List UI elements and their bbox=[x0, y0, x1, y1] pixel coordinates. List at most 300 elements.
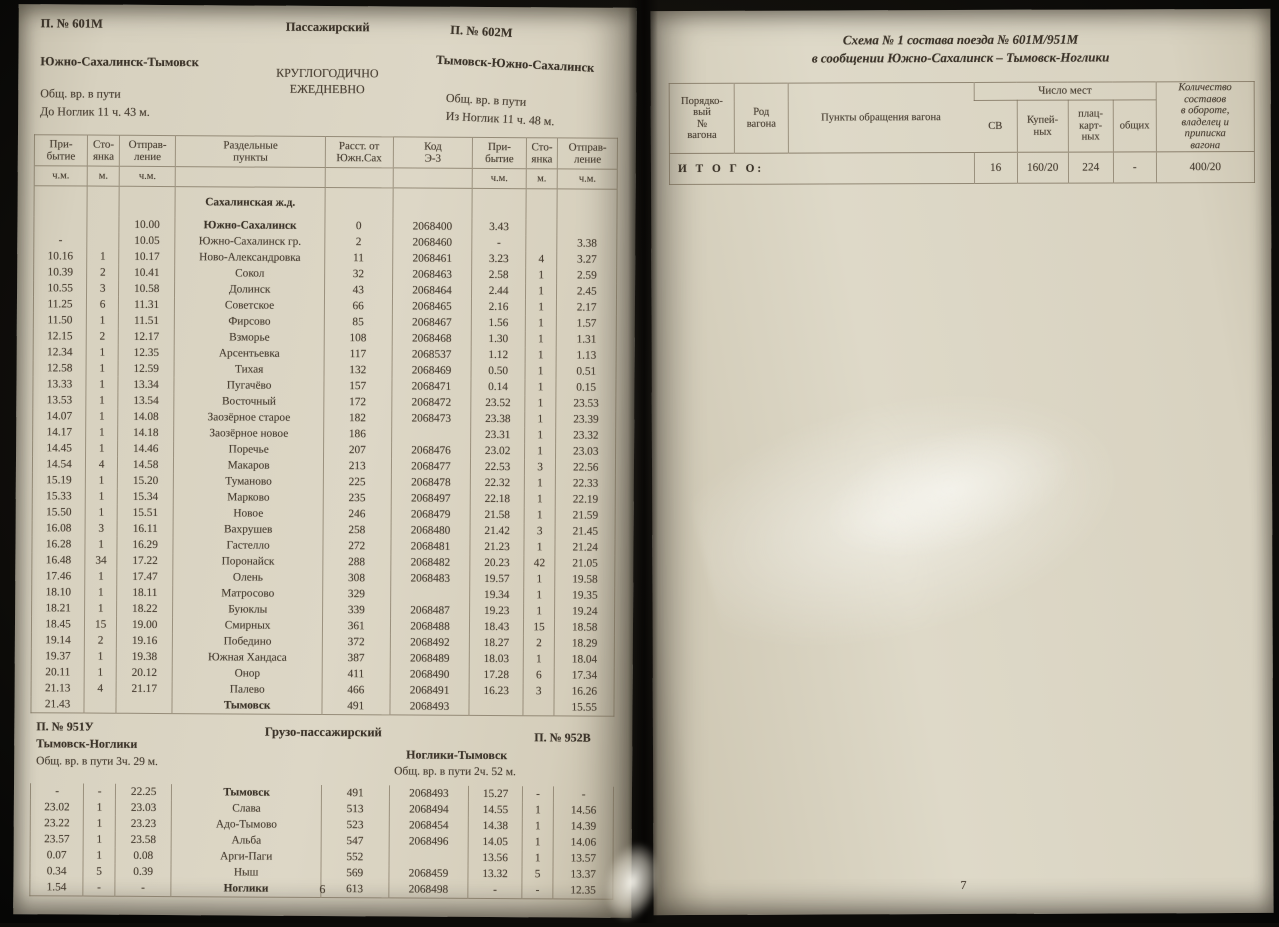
cell: 0.34 bbox=[46, 865, 67, 878]
unit-blank bbox=[325, 167, 393, 187]
cell: 1 bbox=[85, 601, 117, 617]
cell bbox=[469, 699, 522, 716]
cell: 2068460 bbox=[392, 234, 472, 250]
cell: 19.24 bbox=[555, 603, 615, 619]
cell: 157 bbox=[324, 378, 392, 394]
cell: Взморье bbox=[175, 329, 325, 346]
cell: 15 bbox=[523, 619, 555, 635]
col-wagon-route: Пункты обращения вагона bbox=[788, 82, 974, 153]
col-platskart: плац- карт- ных bbox=[1068, 100, 1113, 152]
cell: 1 bbox=[85, 537, 117, 553]
cell: 1 bbox=[85, 505, 117, 521]
train-category-2: Грузо-пассажирский bbox=[264, 724, 382, 740]
cell bbox=[390, 586, 470, 602]
cell: 22.33 bbox=[556, 475, 616, 491]
cell: 411 bbox=[322, 666, 390, 682]
cell bbox=[325, 187, 393, 218]
cell: 16.23 bbox=[470, 683, 523, 699]
cell: 6 bbox=[87, 297, 119, 313]
cell: 339 bbox=[322, 602, 390, 618]
cell: 213 bbox=[323, 458, 391, 474]
cell: 0.39 bbox=[115, 864, 171, 880]
col-arrival-601: При- бытие bbox=[34, 135, 87, 166]
cell: 21.42 bbox=[470, 523, 523, 539]
notes-list bbox=[674, 411, 1259, 413]
cell: 2068463 bbox=[392, 266, 472, 282]
cell: 10.16 bbox=[47, 250, 74, 263]
cell: Поронайск bbox=[173, 553, 323, 570]
cell: Заозёрное старое bbox=[174, 409, 324, 426]
cell: 15.33 bbox=[46, 490, 72, 503]
cell: - bbox=[58, 234, 63, 247]
cell: 14.58 bbox=[117, 457, 173, 473]
cell: 13.34 bbox=[118, 377, 174, 393]
total-fleet: 400/20 bbox=[1156, 151, 1254, 182]
cell: 10.05 bbox=[119, 233, 175, 249]
cell: 2068479 bbox=[391, 506, 471, 522]
cell: 523 bbox=[321, 817, 389, 833]
cell: Пугачёво bbox=[174, 377, 324, 394]
cell bbox=[393, 188, 473, 219]
cell: Восточный bbox=[174, 393, 324, 410]
cell: Смирных bbox=[173, 617, 323, 634]
cell: 14.07 bbox=[46, 410, 73, 423]
cell: 19.14 bbox=[45, 634, 71, 647]
col-obshchie: общих bbox=[1113, 100, 1156, 152]
col-stop-601: Сто- янка bbox=[88, 135, 120, 166]
cell: 552 bbox=[321, 849, 389, 865]
route-left-2: Тымовск-Ноглики bbox=[36, 736, 138, 751]
col-arrival-602: При- бытие bbox=[473, 137, 526, 168]
cell: Арсентьевка bbox=[174, 345, 324, 362]
cell: 1 bbox=[87, 313, 119, 329]
cell: 11.25 bbox=[47, 298, 73, 311]
cell: - bbox=[554, 786, 614, 802]
cell: 2 bbox=[325, 234, 393, 250]
cell: 1 bbox=[522, 850, 554, 866]
cell: 2068482 bbox=[390, 554, 470, 570]
cell: 108 bbox=[324, 330, 392, 346]
cell: 1 bbox=[523, 651, 555, 667]
cell: 16.08 bbox=[45, 522, 72, 535]
cell: 18.27 bbox=[470, 635, 523, 651]
cell: Новое bbox=[173, 505, 323, 522]
cell: 18.03 bbox=[470, 651, 523, 667]
cell: 1 bbox=[85, 489, 117, 505]
train-number-602: П. № 602М bbox=[449, 22, 513, 40]
cell: Арги-Паги bbox=[171, 848, 321, 865]
cell: 18.21 bbox=[45, 602, 71, 615]
cell: 547 bbox=[321, 833, 389, 849]
cell: - bbox=[522, 882, 554, 899]
cell: 1 bbox=[85, 649, 117, 665]
cell: 2068490 bbox=[390, 666, 470, 682]
duration-left-1: Общ. вр. в пути bbox=[40, 86, 121, 101]
cell: 21.24 bbox=[555, 539, 615, 555]
cell: 14.17 bbox=[46, 426, 73, 439]
cell: 2068461 bbox=[392, 250, 472, 266]
cell: 2068478 bbox=[391, 474, 471, 490]
cell: 1.12 bbox=[472, 347, 525, 363]
cell: 1 bbox=[86, 377, 118, 393]
cell: - bbox=[472, 235, 525, 251]
cell: 2068496 bbox=[389, 833, 469, 849]
cell: 387 bbox=[322, 650, 390, 666]
cell: 1.31 bbox=[557, 331, 617, 347]
cell: 12.17 bbox=[118, 329, 174, 345]
cell: 10.58 bbox=[119, 281, 175, 297]
cell: 0.07 bbox=[46, 849, 67, 862]
cell: 1 bbox=[83, 832, 115, 848]
cell: 1 bbox=[87, 249, 119, 265]
cell: 18.22 bbox=[117, 601, 173, 617]
cell: 225 bbox=[323, 474, 391, 490]
cell: Слава bbox=[172, 800, 322, 817]
cell: - bbox=[83, 880, 115, 897]
cell: 2068480 bbox=[391, 522, 471, 538]
cell: 21.59 bbox=[556, 507, 616, 523]
timetable-header-row bbox=[34, 135, 617, 170]
cell: 2068468 bbox=[392, 330, 472, 346]
cell: 18.04 bbox=[555, 651, 615, 667]
unit-m: м. bbox=[526, 169, 558, 189]
cell: 3 bbox=[524, 523, 556, 539]
cell: Ныш bbox=[171, 864, 321, 881]
total-obshchie: - bbox=[1113, 152, 1156, 183]
cell: 569 bbox=[321, 865, 389, 881]
cell: 2068465 bbox=[392, 298, 472, 314]
unit-blank bbox=[393, 168, 473, 188]
cell: Буюклы bbox=[173, 601, 323, 618]
total-platskart: 224 bbox=[1068, 152, 1113, 183]
cell: 16.48 bbox=[45, 554, 72, 567]
cell: Палево bbox=[172, 681, 322, 698]
cell bbox=[34, 216, 87, 232]
period-line2: ЕЖЕДНЕВНО bbox=[289, 81, 365, 97]
cell: 1 bbox=[524, 411, 556, 427]
cell: 19.38 bbox=[116, 649, 172, 665]
cell: 14.05 bbox=[469, 834, 522, 850]
cell: 10.41 bbox=[119, 265, 175, 281]
cell: 308 bbox=[323, 570, 391, 586]
cell: 2.17 bbox=[557, 299, 617, 315]
cell: 22.32 bbox=[471, 475, 524, 491]
cell: 22.53 bbox=[471, 459, 524, 475]
cell: 207 bbox=[323, 442, 391, 458]
cell: 2068467 bbox=[392, 314, 472, 330]
cell bbox=[526, 235, 558, 251]
cell: 2068459 bbox=[388, 865, 468, 881]
cell: 20.11 bbox=[45, 666, 71, 679]
cell: 10.00 bbox=[119, 217, 175, 233]
cell: 19.37 bbox=[45, 650, 71, 663]
duration-right-2: Из Ноглик 11 ч. 48 м. bbox=[445, 108, 555, 129]
cell: 14.54 bbox=[46, 458, 72, 471]
cell: 1 bbox=[522, 802, 554, 818]
period-line1: КРУГЛОГОДИЧНО bbox=[276, 65, 379, 81]
cell: 1 bbox=[83, 848, 115, 864]
cell: 66 bbox=[324, 298, 392, 314]
duration-right-3: Общ. вр. в пути 2ч. 52 м. bbox=[394, 765, 516, 779]
cell: 12.35 bbox=[118, 345, 174, 361]
total-sv: 16 bbox=[974, 152, 1017, 183]
cell: 16.29 bbox=[117, 537, 173, 553]
cell: 21.23 bbox=[470, 539, 523, 555]
cell: 17.28 bbox=[470, 667, 523, 683]
cell: 15.34 bbox=[117, 489, 173, 505]
cell: 32 bbox=[325, 266, 393, 282]
cell: 2 bbox=[85, 633, 117, 649]
cell: 491 bbox=[321, 785, 389, 801]
cell: 20.23 bbox=[470, 555, 523, 571]
cell: 16.11 bbox=[117, 521, 173, 537]
cell: 2068489 bbox=[390, 650, 470, 666]
cell: 12.58 bbox=[46, 362, 73, 375]
unit-hm: ч.м. bbox=[558, 169, 618, 189]
cell bbox=[526, 219, 558, 235]
cell: 2068481 bbox=[390, 538, 470, 554]
cell: 14.18 bbox=[118, 425, 174, 441]
cell: 466 bbox=[322, 682, 390, 698]
cell: 17.47 bbox=[117, 569, 173, 585]
cell: 235 bbox=[323, 490, 391, 506]
col-wagon-type: Род вагона bbox=[735, 83, 788, 153]
col-stations: Раздельные пункты bbox=[176, 136, 326, 168]
cell: 15.19 bbox=[46, 474, 72, 487]
cell: 4 bbox=[525, 251, 557, 267]
cell: 17.34 bbox=[555, 667, 615, 683]
cell: 18.43 bbox=[470, 619, 523, 635]
cell: 1 bbox=[524, 427, 556, 443]
cell: 12.59 bbox=[118, 361, 174, 377]
cell: 1.57 bbox=[557, 315, 617, 331]
cell: 22.56 bbox=[556, 459, 616, 475]
cell bbox=[523, 699, 555, 716]
cell: 2.59 bbox=[557, 267, 617, 283]
cell bbox=[557, 219, 617, 235]
cell: 2068469 bbox=[392, 362, 472, 378]
cell bbox=[119, 186, 176, 217]
cell bbox=[87, 233, 119, 249]
cell: 2068454 bbox=[389, 817, 469, 833]
cell: 2068473 bbox=[391, 410, 471, 426]
cell: 1 bbox=[523, 587, 555, 603]
cell: 3 bbox=[85, 521, 117, 537]
cell: 2068493 bbox=[389, 785, 469, 801]
cell: 491 bbox=[322, 698, 390, 715]
unit-hm: ч.м. bbox=[473, 168, 526, 188]
cell: 4 bbox=[86, 457, 118, 473]
cell: 19.35 bbox=[555, 587, 615, 603]
cell: 18.10 bbox=[45, 586, 72, 599]
book-spine bbox=[628, 0, 658, 923]
cell: 23.58 bbox=[115, 832, 171, 848]
cell: 1 bbox=[524, 443, 556, 459]
cell: Победино bbox=[173, 633, 323, 650]
cell bbox=[557, 189, 617, 220]
cell: 1 bbox=[86, 393, 118, 409]
cell: 2068488 bbox=[390, 618, 470, 634]
cell: Гастелло bbox=[173, 537, 323, 554]
cell: 182 bbox=[324, 410, 392, 426]
left-page bbox=[13, 4, 637, 918]
col-departure-601: Отправ- ление bbox=[119, 135, 176, 166]
cell: 13.54 bbox=[118, 393, 174, 409]
cell: 13.53 bbox=[46, 394, 73, 407]
cell: 23.22 bbox=[44, 817, 70, 830]
cell: 16.28 bbox=[45, 538, 72, 551]
cell bbox=[84, 697, 116, 714]
cell: 1 bbox=[524, 507, 556, 523]
left-page-header bbox=[18, 4, 637, 138]
cell: 1 bbox=[525, 331, 557, 347]
right-page bbox=[650, 9, 1273, 915]
cell: 3.43 bbox=[472, 219, 525, 235]
cell: Долинск bbox=[175, 281, 325, 298]
cell: 4 bbox=[84, 681, 116, 697]
train-number-601: П. № 601М bbox=[40, 16, 103, 31]
cell: 85 bbox=[324, 314, 392, 330]
page-number-right: 7 bbox=[960, 877, 967, 893]
cell: 12.34 bbox=[47, 346, 73, 359]
cell: 1 bbox=[523, 603, 555, 619]
table-row bbox=[34, 186, 617, 220]
cell: 1 bbox=[86, 473, 118, 489]
cell: 14.08 bbox=[118, 409, 174, 425]
cell: 2068494 bbox=[389, 801, 469, 817]
cell: 1 bbox=[85, 585, 117, 601]
cell: Фирсово bbox=[175, 313, 325, 330]
cell: 5 bbox=[522, 866, 554, 882]
cell: 2068471 bbox=[391, 378, 471, 394]
cell bbox=[116, 697, 172, 714]
scheme-title-line1: Схема № 1 состава поезда № 601М/951М bbox=[842, 31, 1079, 48]
cell: 18.45 bbox=[45, 618, 71, 631]
cell: 1 bbox=[525, 315, 557, 331]
cell: 14.39 bbox=[554, 818, 614, 834]
cell: Альба bbox=[171, 832, 321, 849]
cell: Тихая bbox=[174, 361, 324, 378]
cell: 1 bbox=[85, 569, 117, 585]
cell: 10.55 bbox=[47, 282, 73, 295]
cell: 1 bbox=[525, 347, 557, 363]
cell: 19.57 bbox=[470, 571, 523, 587]
cell: 3 bbox=[87, 281, 119, 297]
cell: 2068497 bbox=[391, 490, 471, 506]
cell: 15 bbox=[85, 617, 117, 633]
cell: Ноглики bbox=[171, 880, 321, 897]
cell: 23.02 bbox=[471, 443, 524, 459]
cell: 2068476 bbox=[391, 442, 471, 458]
cell: 258 bbox=[323, 522, 391, 538]
timetable-main bbox=[30, 134, 618, 717]
cell: 10.39 bbox=[47, 266, 74, 279]
table-row bbox=[31, 696, 614, 716]
cell: 13.37 bbox=[553, 866, 613, 882]
cell: Тымовск bbox=[172, 784, 322, 801]
cell: 22.18 bbox=[471, 491, 524, 507]
cell: 2068537 bbox=[392, 346, 472, 362]
cell: 14.56 bbox=[554, 802, 614, 818]
cell: 3.38 bbox=[557, 235, 617, 251]
cell: 14.38 bbox=[469, 818, 522, 834]
cell: Адо-Тымово bbox=[172, 816, 322, 833]
cell: 15.20 bbox=[117, 473, 173, 489]
cell: 1 bbox=[525, 299, 557, 315]
cell: 2 bbox=[87, 265, 119, 281]
cell: 23.03 bbox=[556, 443, 616, 459]
cell: 34 bbox=[85, 553, 117, 569]
duration-right-1: Общ. вр. в пути bbox=[445, 90, 527, 109]
cell: 1.30 bbox=[472, 331, 525, 347]
cell: 132 bbox=[324, 362, 392, 378]
cell: 18.58 bbox=[555, 619, 615, 635]
cell: 0 bbox=[325, 218, 393, 234]
page-number-left: 6 bbox=[319, 881, 326, 897]
duration-left-2: До Ноглик 11 ч. 43 м. bbox=[40, 104, 150, 119]
cell: 1 bbox=[525, 283, 557, 299]
cell: Онор bbox=[173, 665, 323, 682]
route-right-2: Ноглики-Тымовск bbox=[406, 747, 508, 763]
cell bbox=[526, 189, 558, 220]
cell: 18.11 bbox=[117, 585, 173, 601]
cell: 13.33 bbox=[46, 378, 73, 391]
cell: 1 bbox=[84, 665, 116, 681]
cell: 23.02 bbox=[44, 801, 70, 814]
train-number-951: П. № 951У bbox=[36, 719, 94, 734]
cell: 0.50 bbox=[471, 363, 524, 379]
col-code: Код Э-3 bbox=[393, 137, 473, 168]
cell: 23.39 bbox=[556, 411, 616, 427]
col-distance: Расст. от Южн.Сах bbox=[325, 136, 393, 167]
route-right: Тымовск-Южно-Сахалинск bbox=[435, 52, 595, 75]
col-departure-602: Отправ- ление bbox=[558, 138, 618, 169]
cell: 1.13 bbox=[557, 347, 617, 363]
cell: 2.58 bbox=[472, 267, 525, 283]
cell: - bbox=[55, 785, 60, 798]
cell: Марково bbox=[174, 489, 324, 506]
cell: 1 bbox=[523, 571, 555, 587]
cell: 11.51 bbox=[118, 313, 174, 329]
cell: 329 bbox=[323, 586, 391, 602]
cell: 0.51 bbox=[556, 363, 616, 379]
cell: 1 bbox=[86, 441, 118, 457]
unit-hm: ч.м. bbox=[119, 166, 175, 186]
cell: Туманово bbox=[174, 473, 324, 490]
cell: 10.17 bbox=[119, 249, 175, 265]
cell: 2.44 bbox=[472, 283, 525, 299]
cell: 15.50 bbox=[46, 506, 72, 519]
cell: 14.06 bbox=[554, 834, 614, 850]
cell bbox=[391, 426, 471, 442]
cell: 20.12 bbox=[116, 665, 172, 681]
cell: 12.15 bbox=[47, 330, 73, 343]
cell: Южная Хандаса bbox=[173, 649, 323, 666]
cell: 11.31 bbox=[118, 297, 174, 313]
cell: 13.57 bbox=[553, 850, 613, 866]
cell: 0.14 bbox=[471, 379, 524, 395]
cell: 0.15 bbox=[556, 379, 616, 395]
cell: 21.05 bbox=[555, 555, 615, 571]
cell: 17.46 bbox=[45, 570, 72, 583]
cell: 19.58 bbox=[555, 571, 615, 587]
cell: 6 bbox=[523, 667, 555, 683]
cell: 22.19 bbox=[556, 491, 616, 507]
cell bbox=[87, 217, 119, 233]
cell: Сокол bbox=[175, 265, 325, 282]
cell: 15.27 bbox=[469, 786, 522, 802]
unit-blank bbox=[176, 167, 326, 188]
